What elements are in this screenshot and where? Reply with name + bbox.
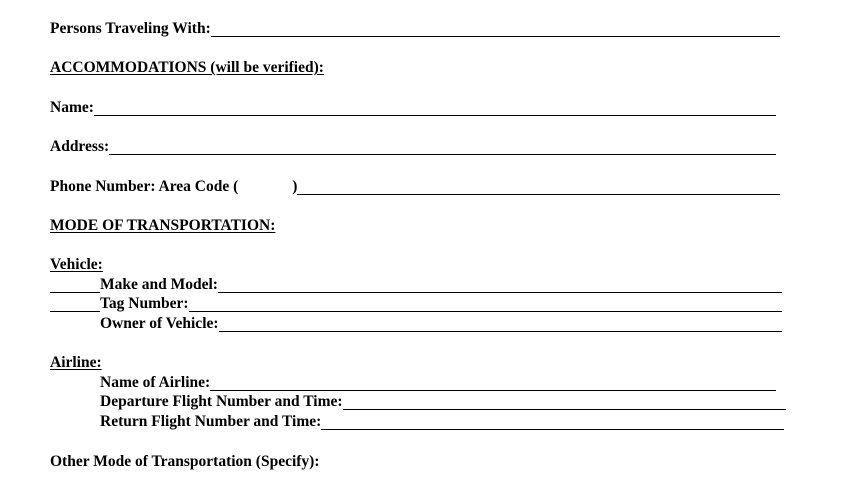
make-model-label: Make and Model: [100, 276, 218, 293]
phone-label: Phone Number: Area Code ( [50, 178, 239, 195]
vehicle-owner-field[interactable] [219, 316, 782, 332]
accommodation-address-row [50, 138, 776, 156]
transportation-heading-row [50, 217, 275, 235]
return-flight-row [100, 413, 784, 431]
other-mode-row [50, 453, 320, 471]
airline-name-field[interactable] [210, 375, 776, 391]
phone-paren-close: ) [292, 178, 298, 195]
vehicle-heading: Vehicle: [50, 256, 103, 273]
departure-flight-field[interactable] [343, 394, 786, 410]
other-mode-label: Other Mode of Transportation (Specify): [50, 453, 320, 470]
vehicle-owner-row [100, 315, 782, 333]
departure-flight-row [100, 393, 786, 411]
airline-name-label: Name of Airline: [100, 374, 211, 391]
persons-traveling-field[interactable] [211, 21, 780, 37]
airline-heading: Airline: [50, 354, 102, 371]
tag-number-field[interactable] [189, 296, 782, 312]
make-model-check-field[interactable] [50, 277, 100, 293]
accommodation-phone-row [50, 178, 780, 196]
accommodations-heading: ACCOMMODATIONS (will be verified): [50, 59, 324, 76]
make-model-field[interactable] [218, 277, 782, 293]
airline-name-row [100, 374, 776, 392]
accommodation-address-field[interactable] [109, 139, 776, 155]
accommodation-name-label: Name: [50, 99, 94, 116]
accommodation-address-label: Address: [50, 138, 110, 155]
vehicle-heading-row [50, 256, 103, 274]
tag-number-check-field[interactable] [50, 296, 100, 312]
persons-traveling-label: Persons Traveling With: [50, 20, 211, 37]
tag-number-row [50, 295, 782, 313]
accommodation-name-row [50, 99, 776, 117]
airline-heading-row [50, 354, 102, 372]
vehicle-owner-label: Owner of Vehicle: [100, 315, 219, 332]
departure-flight-label: Departure Flight Number and Time: [100, 393, 343, 410]
return-flight-field[interactable] [321, 414, 784, 430]
tag-number-label: Tag Number: [100, 295, 189, 312]
persons-traveling-row [50, 20, 780, 38]
accommodations-heading-row [50, 59, 324, 77]
transportation-heading: MODE OF TRANSPORTATION: [50, 217, 276, 234]
return-flight-label: Return Flight Number and Time: [100, 413, 322, 430]
make-model-row [50, 276, 782, 294]
phone-number-field[interactable] [297, 179, 780, 195]
accommodation-name-field[interactable] [94, 100, 776, 116]
